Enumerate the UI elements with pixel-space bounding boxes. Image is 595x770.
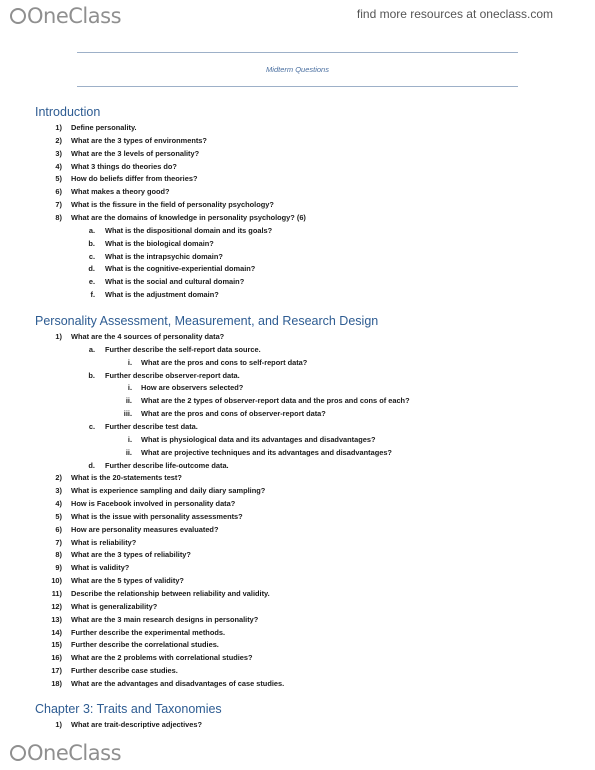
section-heading: Introduction [35, 105, 101, 119]
question-text: What is the cognitive-experiential domain? [105, 264, 256, 274]
question-number: c. [88, 421, 95, 431]
logo-o-icon [10, 745, 26, 761]
logo-text: OneClass [27, 4, 122, 28]
question-text: How are personality measures evaluated? [71, 524, 219, 534]
question-text: What is the issue with personality assessments? [71, 511, 243, 521]
question-number: ii. [125, 396, 132, 406]
question-number: 7) [55, 537, 62, 547]
question-number: d. [88, 460, 95, 470]
question-number: 12) [51, 601, 62, 611]
question-number: 3) [55, 486, 62, 496]
question-text: Further describe test data. [105, 421, 198, 431]
question-number: 6) [55, 187, 62, 197]
question-number: 5) [55, 174, 62, 184]
question-text: What is experience sampling and daily diary sampling? [71, 486, 266, 496]
question-number: 3) [55, 148, 62, 158]
question-text: What are the advantages and disadvantages of case studies. [71, 678, 285, 688]
question-text: What are the 3 types of reliability? [71, 550, 191, 560]
question-text: What is the 20-statements test? [71, 473, 182, 483]
question-text: What are the 3 types of environments? [71, 135, 207, 145]
question-text: How are observers selected? [141, 383, 244, 393]
question-text: Further describe observer-report data. [105, 370, 240, 380]
question-text: What is generalizability? [71, 601, 158, 611]
question-number: e. [88, 277, 95, 287]
question-number: 6) [55, 524, 62, 534]
question-text: What makes a theory good? [71, 187, 170, 197]
question-text: How do beliefs differ from theories? [71, 174, 198, 184]
question-text: Define personality. [71, 123, 137, 132]
question-text: What are the 3 levels of personality? [71, 148, 200, 158]
question-number: 8) [55, 550, 62, 560]
question-number: 10) [51, 576, 62, 586]
question-text: What are projective techniques and its advantages and disadvantages? [141, 447, 392, 457]
question-text: What are the domains of knowledge in personality psychology? (6) [71, 212, 306, 222]
question-number: a. [88, 344, 95, 354]
question-number: 1) [55, 720, 62, 729]
question-text: What are the 5 types of validity? [71, 576, 184, 586]
question-number: 2) [55, 135, 62, 145]
question-text: What 3 things do theories do? [71, 161, 177, 171]
question-text: What are the 4 sources of personality data? [71, 332, 225, 341]
question-number: i. [127, 383, 132, 393]
question-text: What is the biological domain? [105, 238, 214, 248]
question-text: What is the fissure in the field of personality psychology? [71, 200, 274, 210]
question-number: i. [127, 434, 132, 444]
header-rule-top [77, 52, 518, 53]
question-text: What is validity? [71, 563, 130, 573]
question-number: 4) [55, 499, 62, 509]
question-number: 18) [51, 678, 62, 688]
question-number: b. [88, 238, 95, 248]
question-text: What are the 2 types of observer-report data and the pros and cons of each? [141, 396, 410, 406]
question-number: 16) [51, 653, 62, 663]
question-number: 1) [55, 123, 62, 132]
question-number: 5) [55, 511, 62, 521]
question-number: 4) [55, 161, 62, 171]
question-number: 1) [55, 332, 62, 341]
oneclass-resources-link[interactable]: find more resources at oneclass.com [356, 7, 553, 21]
question-text: What is the intrapsychic domain? [105, 251, 223, 261]
section-heading: Chapter 3: Traits and Taxonomies [35, 702, 222, 716]
question-text: What is the adjustment domain? [105, 290, 219, 300]
question-text: Further describe life-outcome data. [105, 460, 229, 470]
logo-text: OneClass [27, 741, 122, 765]
question-text: What is the dispositional domain and its goals? [105, 225, 273, 235]
question-text: What is physiological data and its advantages and disadvantages? [141, 434, 376, 444]
question-text: What are the pros and cons to self-report data? [141, 357, 308, 367]
question-number: d. [88, 264, 95, 274]
question-number: 17) [51, 666, 62, 676]
question-number: 14) [51, 627, 62, 637]
question-number: 11) [51, 589, 62, 598]
question-text: What are the pros and cons of observer-report data? [141, 409, 326, 419]
question-text: Further describe case studies. [71, 666, 178, 676]
question-number: 9) [55, 563, 62, 573]
question-text: What are trait-descriptive adjectives? [71, 720, 203, 729]
question-number: 8) [55, 212, 62, 222]
question-text: Further describe the correlational studies. [71, 640, 219, 650]
oneclass-logo-footer[interactable] [10, 739, 121, 767]
question-text: What are the 2 problems with correlational studies? [71, 653, 253, 663]
question-text: Further describe the experimental methods. [71, 627, 226, 637]
question-number: i. [127, 357, 132, 367]
question-number: ii. [125, 447, 132, 457]
oneclass-logo[interactable] [10, 2, 121, 30]
question-number: 13) [51, 614, 62, 624]
question-number: 7) [55, 200, 62, 210]
question-text: What is reliability? [71, 537, 137, 547]
document-header-title: Midterm Questions [266, 65, 329, 74]
question-number: f. [90, 290, 95, 300]
question-number: b. [88, 370, 95, 380]
question-number: c. [88, 251, 95, 261]
question-text: Further describe the self-report data source. [105, 344, 261, 354]
question-text: Describe the relationship between reliability and validity. [71, 589, 270, 598]
question-number: iii. [123, 409, 132, 419]
question-number: 15) [51, 640, 62, 650]
logo-o-icon [10, 8, 26, 24]
question-text: What is the social and cultural domain? [105, 277, 245, 287]
question-text: How is Facebook involved in personality data? [71, 499, 236, 509]
question-number: 2) [55, 473, 62, 483]
header-rule-bottom [77, 86, 518, 87]
question-text: What are the 3 main research designs in personality? [71, 614, 259, 624]
section-heading: Personality Assessment, Measurement, and Research Design [35, 314, 379, 328]
question-number: a. [88, 225, 95, 235]
